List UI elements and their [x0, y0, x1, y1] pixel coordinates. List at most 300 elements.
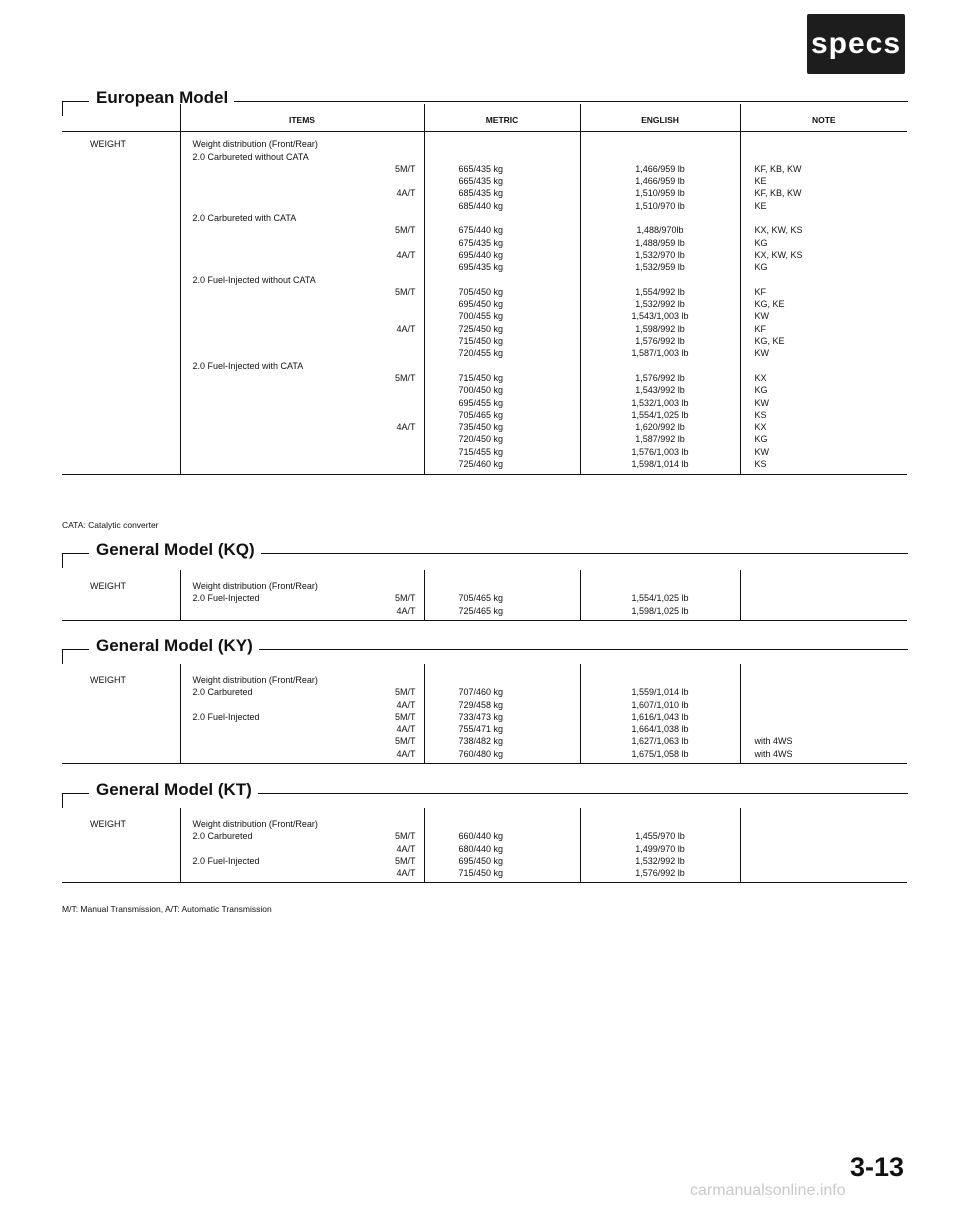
transmission-label: 4A/T	[396, 422, 416, 433]
item-text	[193, 261, 382, 273]
english-value: 1,576/992 lb	[635, 336, 685, 347]
note-value	[755, 151, 902, 163]
note-cell	[740, 664, 907, 764]
item-text	[193, 187, 382, 199]
english-cell	[580, 132, 740, 475]
item-text	[193, 224, 382, 236]
item-line	[193, 323, 416, 335]
metric-cell	[424, 664, 580, 764]
transmission-label: 4A/T	[396, 605, 416, 616]
item-line	[193, 711, 416, 723]
category-cell	[62, 664, 180, 764]
kt-model-heading	[62, 780, 908, 806]
item-text: 2.0 Carbureted	[192, 831, 253, 842]
item-text: 2.0 Fuel-Injected	[192, 855, 260, 866]
english-value: 1,576/992 lb	[635, 868, 685, 879]
transmission-label: 4A/T	[396, 323, 416, 334]
transmission-label	[382, 274, 416, 286]
item-line	[193, 867, 416, 879]
item-text	[193, 298, 382, 310]
item-line	[193, 310, 416, 322]
note-value	[755, 592, 902, 604]
english-value: 1,587/992 lb	[635, 434, 685, 445]
note-value: KG	[754, 385, 768, 396]
item-text	[193, 605, 382, 617]
metric-value: 675/440 kg	[458, 225, 504, 236]
metric-value: 675/435 kg	[458, 237, 504, 248]
items-cell	[180, 132, 424, 475]
transmission-label	[382, 433, 416, 445]
kt-weight-table	[62, 808, 907, 883]
english-value	[587, 274, 734, 286]
category-cell	[62, 808, 180, 883]
metric-value: 707/460 kg	[458, 687, 504, 698]
english-value: 1,510/959 lb	[635, 188, 685, 199]
item-text	[193, 867, 382, 879]
note-value	[755, 855, 902, 867]
transmission-label	[382, 175, 416, 187]
item-line	[193, 699, 416, 711]
metric-value: 725/465 kg	[458, 605, 504, 616]
item-text: 2.0 Fuel-Injected with CATA	[192, 360, 304, 371]
note-value	[755, 212, 902, 224]
transmission-label: 5M/T	[394, 286, 416, 297]
header-items: ITEMS	[180, 104, 424, 132]
english-value: 1,532/959 lb	[635, 262, 685, 273]
english-value: 1,664/1,038 lb	[631, 724, 689, 735]
transmission-label	[382, 335, 416, 347]
item-text: 2.0 Fuel-Injected	[192, 711, 260, 722]
transmission-label	[382, 674, 416, 686]
transmission-label: 4A/T	[396, 868, 416, 879]
metric-value: 729/458 kg	[458, 699, 504, 710]
metric-value: 725/460 kg	[458, 459, 504, 470]
header-category	[62, 104, 180, 132]
header-note: NOTE	[740, 104, 907, 132]
items-cell	[180, 664, 424, 764]
note-value: KG	[754, 434, 768, 445]
english-value: 1,543/1,003 lb	[631, 311, 689, 322]
item-line	[193, 843, 416, 855]
item-text: 2.0 Carbureted with CATA	[192, 213, 297, 224]
item-line	[193, 580, 416, 592]
category-label: WEIGHT	[90, 139, 126, 150]
note-value: KF	[754, 286, 767, 297]
metric-value	[459, 818, 574, 830]
note-value: KX, KW, KS	[754, 225, 803, 236]
transmission-label: 5M/T	[394, 372, 416, 383]
metric-value	[459, 138, 574, 150]
english-cell	[580, 664, 740, 764]
item-line	[193, 261, 416, 273]
note-value: KS	[754, 409, 767, 420]
item-line	[193, 360, 416, 372]
items-cell	[180, 570, 424, 620]
transmission-label: 4A/T	[396, 748, 416, 759]
item-line	[193, 830, 416, 842]
transmission-label	[382, 212, 416, 224]
item-line	[193, 249, 416, 261]
metric-value	[459, 212, 574, 224]
specs-badge: specs	[807, 14, 905, 74]
note-value	[755, 867, 902, 879]
item-line	[193, 592, 416, 604]
transmission-label: 5M/T	[394, 163, 416, 174]
transmission-label	[382, 298, 416, 310]
item-text	[193, 249, 382, 261]
metric-value	[459, 580, 574, 592]
english-value: 1,499/970 lb	[635, 843, 685, 854]
note-value: KX, KW, KS	[754, 249, 803, 260]
note-value: KF, KB, KW	[754, 188, 802, 199]
transmission-label	[382, 397, 416, 409]
english-value: 1,510/970 lb	[635, 200, 685, 211]
english-value: 1,543/992 lb	[635, 385, 685, 396]
english-value	[587, 674, 734, 686]
metric-value: 685/440 kg	[458, 200, 504, 211]
category-label: WEIGHT	[90, 675, 126, 685]
english-value	[587, 212, 734, 224]
section-title: General Model (KT)	[96, 780, 258, 800]
metric-value: 695/450 kg	[458, 855, 504, 866]
item-text	[193, 175, 382, 187]
english-value: 1,532/970 lb	[635, 249, 685, 260]
item-line	[193, 335, 416, 347]
note-value: KF, KB, KW	[754, 163, 802, 174]
english-value: 1,620/992 lb	[635, 422, 685, 433]
metric-value: 705/450 kg	[458, 286, 504, 297]
note-value: KW	[754, 446, 769, 457]
transmission-label	[382, 261, 416, 273]
note-value	[755, 580, 902, 592]
transmission-label	[382, 458, 416, 470]
metric-cell	[424, 132, 580, 475]
english-value: 1,455/970 lb	[635, 831, 685, 842]
item-text	[193, 458, 382, 470]
item-line	[193, 200, 416, 212]
metric-value: 695/455 kg	[458, 397, 504, 408]
note-value	[755, 711, 902, 723]
item-text: 2.0 Carbureted	[192, 687, 253, 698]
item-text: Weight distribution (Front/Rear)	[192, 819, 318, 829]
metric-value	[459, 674, 574, 686]
table-row	[62, 808, 907, 883]
metric-value: 738/482 kg	[458, 736, 504, 747]
metric-value	[459, 360, 574, 372]
item-line	[193, 397, 416, 409]
item-line	[193, 748, 416, 760]
note-value: KE	[754, 200, 767, 211]
english-cell	[580, 808, 740, 883]
note-value	[755, 686, 902, 698]
english-value: 1,532/992 lb	[635, 299, 685, 310]
item-text: 2.0 Fuel-Injected	[192, 593, 260, 604]
transmission-label: 5M/T	[394, 687, 416, 698]
item-line	[193, 212, 416, 224]
item-line	[193, 372, 416, 384]
note-value	[755, 605, 902, 617]
item-line	[193, 274, 416, 286]
note-value: with 4WS	[754, 748, 793, 759]
item-line	[193, 446, 416, 458]
transmission-label	[382, 151, 416, 163]
transmission-label	[382, 138, 416, 150]
note-value: KW	[754, 348, 769, 359]
note-value: KG, KE	[754, 336, 785, 347]
metric-value: 715/450 kg	[458, 372, 504, 383]
cata-footnote: CATA: Catalytic converter	[62, 520, 159, 530]
transmission-label	[382, 409, 416, 421]
english-value: 1,554/1,025 lb	[631, 409, 689, 420]
english-value: 1,598/992 lb	[635, 323, 685, 334]
item-line	[193, 286, 416, 298]
note-value: KX	[754, 372, 767, 383]
english-value: 1,554/1,025 lb	[631, 593, 689, 604]
european-weight-table	[62, 104, 907, 475]
metric-value: 725/450 kg	[458, 323, 504, 334]
header-english: ENGLISH	[580, 104, 740, 132]
item-line	[193, 163, 416, 175]
item-line	[193, 384, 416, 396]
item-text	[193, 843, 382, 855]
category-cell	[62, 132, 180, 475]
metric-value: 715/455 kg	[458, 446, 504, 457]
note-value: KG	[754, 262, 768, 273]
item-text	[193, 335, 382, 347]
item-text: Weight distribution (Front/Rear)	[192, 675, 318, 685]
table-row	[62, 570, 907, 620]
metric-value: 700/450 kg	[458, 385, 504, 396]
metric-value: 695/435 kg	[458, 262, 504, 273]
note-value: KG	[754, 237, 768, 248]
item-line	[193, 298, 416, 310]
english-value	[587, 138, 734, 150]
note-value: KS	[754, 459, 767, 470]
metric-value: 720/450 kg	[458, 434, 504, 445]
transmission-label	[382, 310, 416, 322]
metric-value: 715/450 kg	[458, 336, 504, 347]
transmission-label	[382, 384, 416, 396]
english-value: 1,488/959 lb	[635, 237, 685, 248]
table-row	[62, 664, 907, 764]
section-title: General Model (KY)	[96, 636, 259, 656]
metric-value: 755/471 kg	[458, 724, 504, 735]
ky-weight-table	[62, 664, 907, 764]
note-value	[755, 830, 902, 842]
item-text	[193, 421, 382, 433]
english-cell	[580, 570, 740, 620]
english-value: 1,576/1,003 lb	[631, 446, 689, 457]
item-line	[193, 674, 416, 686]
item-text	[193, 699, 382, 711]
item-text	[193, 323, 382, 335]
english-value: 1,532/1,003 lb	[631, 397, 689, 408]
note-value: with 4WS	[754, 736, 793, 747]
note-value: KW	[754, 311, 769, 322]
item-line	[193, 224, 416, 236]
metric-value: 665/435 kg	[458, 176, 504, 187]
transmission-label	[382, 200, 416, 212]
metric-cell	[424, 570, 580, 620]
note-value	[755, 674, 902, 686]
category-label: WEIGHT	[90, 819, 126, 829]
english-value: 1,616/1,043 lb	[631, 711, 689, 722]
ky-model-heading	[62, 636, 908, 662]
transmission-label: 4A/T	[396, 188, 416, 199]
note-value	[755, 699, 902, 711]
item-line	[193, 151, 416, 163]
item-line	[193, 409, 416, 421]
note-value: KG, KE	[754, 299, 785, 310]
english-value	[587, 360, 734, 372]
item-text	[193, 163, 382, 175]
english-value: 1,466/959 lb	[635, 163, 685, 174]
metric-value: 715/450 kg	[458, 868, 504, 879]
metric-value: 660/440 kg	[458, 831, 504, 842]
transmission-label: 5M/T	[394, 736, 416, 747]
note-value	[755, 818, 902, 830]
metric-value: 720/455 kg	[458, 348, 504, 359]
transmission-label: 5M/T	[394, 831, 416, 842]
category-cell	[62, 570, 180, 620]
kq-model-heading	[62, 540, 908, 566]
transmission-label	[382, 446, 416, 458]
metric-value: 665/435 kg	[458, 163, 504, 174]
item-text	[193, 723, 382, 735]
item-text	[193, 409, 382, 421]
item-line	[193, 421, 416, 433]
note-value	[755, 723, 902, 735]
transmission-label: 4A/T	[396, 843, 416, 854]
metric-cell	[424, 808, 580, 883]
item-text	[193, 748, 382, 760]
item-line	[193, 735, 416, 747]
item-line	[193, 458, 416, 470]
item-text	[193, 433, 382, 445]
metric-value: 700/455 kg	[458, 311, 504, 322]
metric-value: 695/450 kg	[458, 299, 504, 310]
item-text: 2.0 Carbureted without CATA	[192, 151, 309, 162]
transmission-label	[382, 237, 416, 249]
item-line	[193, 433, 416, 445]
note-value	[755, 360, 902, 372]
english-value: 1,532/992 lb	[635, 855, 685, 866]
item-text	[193, 397, 382, 409]
english-value: 1,627/1,063 lb	[631, 736, 689, 747]
transmission-footnote: M/T: Manual Transmission, A/T: Automatic Transmission	[62, 904, 272, 914]
english-value	[587, 818, 734, 830]
section-title: General Model (KQ)	[96, 540, 261, 560]
english-value: 1,466/959 lb	[635, 176, 685, 187]
transmission-label	[382, 818, 416, 830]
transmission-label: 5M/T	[394, 225, 416, 236]
transmission-label	[382, 580, 416, 592]
item-line	[193, 175, 416, 187]
english-value: 1,559/1,014 lb	[631, 687, 689, 698]
items-cell	[180, 808, 424, 883]
english-value: 1,576/992 lb	[635, 372, 685, 383]
section-title: European Model	[96, 88, 234, 108]
note-value	[755, 274, 902, 286]
transmission-label: 4A/T	[396, 249, 416, 260]
note-value: KX	[754, 422, 767, 433]
english-value	[587, 151, 734, 163]
transmission-label: 4A/T	[396, 699, 416, 710]
english-value: 1,488/970lb	[636, 225, 684, 236]
header-metric: METRIC	[424, 104, 580, 132]
english-value	[587, 580, 734, 592]
metric-value: 705/465 kg	[458, 409, 504, 420]
item-line	[193, 686, 416, 698]
note-value	[755, 138, 902, 150]
item-text	[193, 286, 382, 298]
item-line	[193, 347, 416, 359]
metric-value	[459, 274, 574, 286]
metric-value: 685/435 kg	[458, 188, 504, 199]
english-value: 1,675/1,058 lb	[631, 748, 689, 759]
note-cell	[740, 570, 907, 620]
note-value: KF	[754, 323, 767, 334]
item-text	[193, 384, 382, 396]
item-text	[193, 310, 382, 322]
item-text	[193, 200, 382, 212]
metric-value: 735/450 kg	[458, 422, 504, 433]
metric-value: 680/440 kg	[458, 843, 504, 854]
metric-value: 705/465 kg	[458, 593, 504, 604]
item-line	[193, 818, 416, 830]
metric-value: 733/473 kg	[458, 711, 504, 722]
english-value: 1,598/1,025 lb	[631, 605, 689, 616]
note-value: KE	[754, 176, 767, 187]
metric-value: 695/440 kg	[458, 249, 504, 260]
english-value: 1,607/1,010 lb	[631, 699, 689, 710]
item-text	[193, 347, 382, 359]
item-line	[193, 723, 416, 735]
category-label: WEIGHT	[90, 581, 126, 591]
item-line	[193, 237, 416, 249]
page-number: 3-13	[850, 1152, 905, 1182]
note-value: KW	[754, 397, 769, 408]
table-row	[62, 132, 907, 475]
english-value: 1,554/992 lb	[635, 286, 685, 297]
item-text	[193, 735, 382, 747]
item-line	[193, 187, 416, 199]
note-cell	[740, 132, 907, 475]
note-value	[755, 843, 902, 855]
transmission-label: 5M/T	[394, 711, 416, 722]
item-text	[193, 372, 382, 384]
item-text	[193, 446, 382, 458]
transmission-label: 5M/T	[394, 855, 416, 866]
english-value: 1,598/1,014 lb	[631, 459, 689, 470]
watermark: carmanualsonline.info	[690, 1182, 846, 1199]
item-text: Weight distribution (Front/Rear)	[192, 581, 318, 591]
item-text	[193, 237, 382, 249]
metric-value	[459, 151, 574, 163]
item-line	[193, 605, 416, 617]
metric-value: 760/480 kg	[458, 748, 504, 759]
item-line	[193, 138, 416, 150]
item-line	[193, 855, 416, 867]
transmission-label: 4A/T	[396, 724, 416, 735]
transmission-label: 5M/T	[394, 593, 416, 604]
item-text: 2.0 Fuel-Injected without CATA	[192, 274, 316, 285]
transmission-label	[382, 347, 416, 359]
english-value: 1,587/1,003 lb	[631, 348, 689, 359]
note-cell	[740, 808, 907, 883]
transmission-label	[382, 360, 416, 372]
kq-weight-table	[62, 570, 907, 621]
